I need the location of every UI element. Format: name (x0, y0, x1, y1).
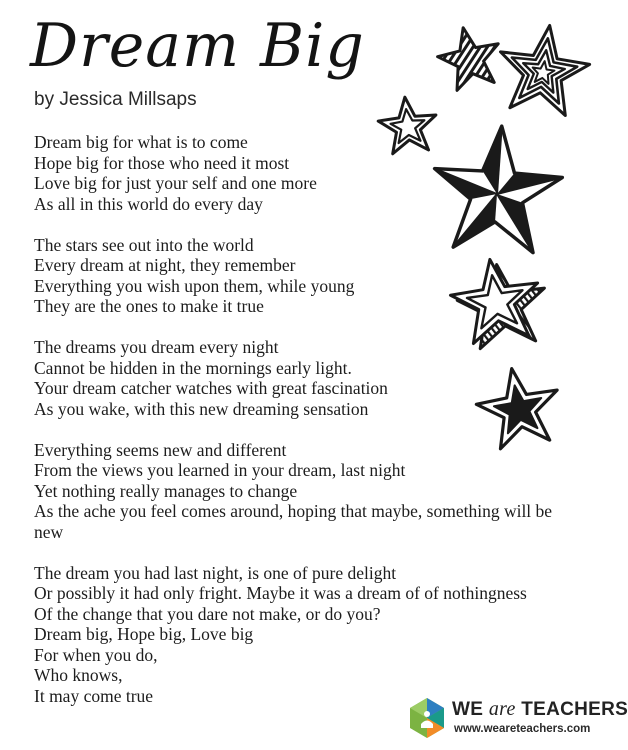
poem-line: The dream you had last night, is one of pure delight (34, 562, 397, 583)
logo-url[interactable]: www.weareteachers.com (454, 723, 591, 735)
poem-line: As the ache you feel comes around, hoping that maybe, something will be new (34, 501, 553, 542)
poem-line: Yet nothing really manages to change (34, 480, 298, 501)
poem-line: From the views you learned in your dream, last night (34, 460, 406, 480)
poem-line: Or possibly it had only fright. Maybe it was a dream of of nothingness (34, 583, 527, 603)
poem-body (34, 132, 579, 727)
stanza (34, 235, 579, 317)
poem-line: Of the change that you dare not make, or do you? (34, 603, 381, 624)
poem-line: Dream big for what is to come (34, 132, 248, 152)
poem-title: Dream Big (30, 11, 365, 81)
poem-line: Love big for just your self and one more (34, 173, 317, 193)
poem-line: It may come true (34, 685, 154, 706)
poem-line: The dreams you dream every night (34, 337, 279, 357)
logo-wordmark (452, 698, 628, 721)
poem-line: As you wake, with this new dreaming sensation (34, 398, 369, 419)
poem-line: Every dream at night, they remember (34, 255, 296, 275)
poem-line: Your dream catcher watches with great fascination (34, 378, 388, 398)
poem-line: The stars see out into the world (34, 234, 254, 255)
poem-line: As all in this world do every day (34, 193, 263, 214)
hatched-star-icon (433, 21, 506, 93)
poem-line: Everything seems new and different (34, 439, 287, 460)
poem-author: by Jessica Millsaps (34, 89, 197, 110)
poem-line: Everything you wish upon them, while young (34, 275, 355, 296)
poem-line: Who knows, (34, 665, 123, 685)
poem-line: Dream big, Hope big, Love big (34, 624, 254, 644)
logo-we: WE (452, 699, 484, 720)
stanza (34, 440, 579, 543)
logo-hexagon-icon (408, 697, 446, 739)
logo-are: are (488, 698, 516, 720)
stanza (34, 132, 579, 214)
stanza (34, 563, 579, 707)
we-are-teachers-logo[interactable] (408, 696, 628, 742)
poem-line: For when you do, (34, 644, 158, 665)
concentric-star-icon (493, 19, 594, 118)
stanza (34, 337, 579, 419)
logo-teachers: TEACHERS (521, 699, 628, 720)
poem-line: Hope big for those who need it most (34, 152, 290, 173)
poem-line: Cannot be hidden in the mornings early light. (34, 357, 352, 378)
poem-line: They are the ones to make it true (34, 296, 264, 316)
